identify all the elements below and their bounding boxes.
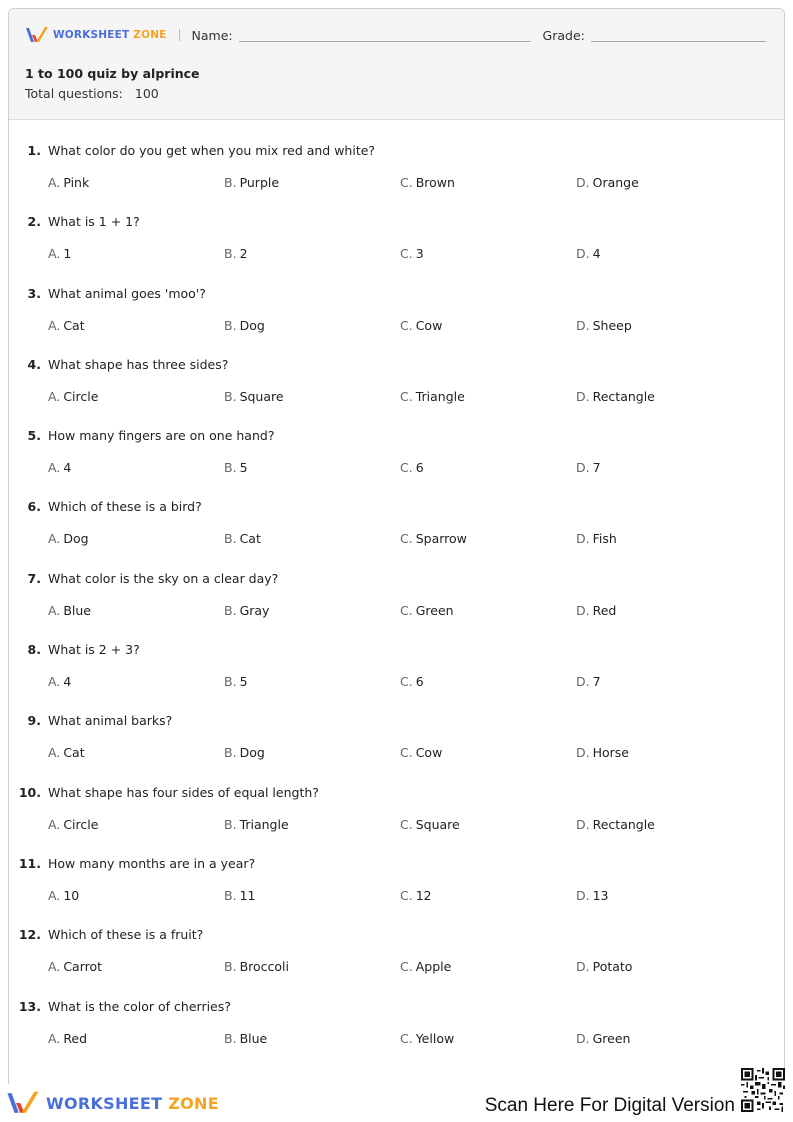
answer-option-c[interactable] [400,175,455,190]
answer-option-d[interactable] [576,531,617,546]
option-letter: B. [224,887,237,903]
option-letter: A. [48,1030,61,1046]
question-text: Which of these is a fruit? [48,927,204,943]
option-letter: C. [400,602,413,618]
option-text: Cat [63,745,85,761]
question-item [9,638,784,709]
question-number: 10. [18,784,41,800]
option-text: Green [592,1030,631,1046]
footer-brand-word-zone: ZONE [168,1093,219,1113]
option-text: Fish [592,531,617,547]
footer-brand-word-worksheet: WORKSHEET [46,1093,163,1113]
answer-option-c[interactable] [400,1031,454,1046]
question-item [9,282,784,353]
brand-word-zone: ZONE [133,29,167,41]
answer-option-a[interactable] [48,959,102,974]
answer-option-a[interactable] [48,888,79,903]
answer-option-a[interactable] [48,460,71,475]
question-number: 12. [18,927,41,943]
answer-option-c[interactable] [400,460,424,475]
question-item [9,495,784,566]
option-text: Broccoli [239,959,289,975]
option-text: Blue [63,602,91,618]
answer-option-d[interactable] [576,959,632,974]
option-letter: D. [576,959,590,975]
option-text: Triangle [415,388,465,404]
answer-option-b[interactable] [224,175,279,190]
question-number: 1. [27,143,41,158]
question-text: How many months are in a year? [48,855,256,871]
answer-option-b[interactable] [224,674,248,689]
option-text: Purple [239,175,280,190]
option-text: Dog [239,745,265,761]
option-text: Rectangle [592,388,655,404]
answer-option-b[interactable] [224,888,255,903]
question-text: What color do you get when you mix red and white? [48,143,376,158]
answer-option-c[interactable] [400,318,442,333]
answer-option-a[interactable] [48,175,89,190]
option-text: 4 [63,460,72,476]
option-letter: A. [48,531,61,547]
option-letter: B. [224,175,237,190]
worksheet-zone-logo-icon [25,26,49,44]
option-letter: B. [224,317,237,333]
answer-option-d[interactable] [576,745,629,760]
option-letter: D. [576,745,590,761]
quiz-title: 1 to 100 quiz by alprince [25,66,200,81]
question-text: What shape has four sides of equal length? [48,784,319,800]
question-number: 3. [27,285,41,301]
option-letter: B. [224,816,237,832]
question-item [9,852,784,923]
question-item [9,923,784,994]
option-letter: A. [48,460,61,476]
option-letter: B. [224,460,237,476]
question-text: What is the color of cherries? [48,998,231,1014]
option-letter: A. [48,745,61,761]
option-text: Orange [592,175,639,190]
option-text: 2 [239,246,248,262]
question-text: What animal goes 'moo'? [48,285,206,301]
answer-option-d[interactable] [576,246,601,261]
answer-option-d[interactable] [576,318,632,333]
answer-option-d[interactable] [576,603,616,618]
option-text: Cow [415,745,443,761]
option-letter: D. [576,602,590,618]
footer-brand [6,1090,219,1116]
answer-option-b[interactable] [224,745,265,760]
option-text: Dog [63,531,89,547]
option-letter: D. [576,887,590,903]
option-text: 6 [415,460,424,476]
option-text: 5 [239,674,248,690]
option-letter: B. [224,1030,237,1046]
name-label: Name: [191,27,233,43]
option-text: Cow [415,317,443,333]
answer-option-a[interactable] [48,603,91,618]
worksheet [8,8,785,1084]
answer-option-b[interactable] [224,460,248,475]
scan-instruction: Scan Here For Digital Version [484,1095,735,1116]
option-letter: B. [224,388,237,404]
header-row [25,25,766,45]
option-text: Carrot [63,959,103,975]
question-list [9,139,784,1066]
question-item [9,995,784,1066]
question-item [9,781,784,852]
footer [0,1084,793,1122]
question-item [9,424,784,495]
option-letter: D. [576,1030,590,1046]
answer-option-c[interactable] [400,888,432,903]
question-text: What animal barks? [48,713,173,729]
option-text: Apple [415,959,452,975]
option-text: 4 [592,246,601,262]
grade-field[interactable] [591,41,766,42]
answer-option-d[interactable] [576,460,601,475]
brand-wordmark [53,29,167,41]
option-letter: C. [400,460,413,476]
option-letter: D. [576,317,590,333]
option-text: Triangle [239,816,289,832]
total-questions-value: 100 [134,86,159,101]
option-text: Green [415,602,454,618]
option-letter: C. [400,674,413,690]
qr-code-icon[interactable] [741,1068,785,1112]
total-questions [25,86,159,101]
option-text: Sparrow [415,531,467,547]
option-letter: D. [576,175,590,190]
option-text: Dog [239,317,265,333]
answer-option-c[interactable] [400,246,424,261]
option-text: 6 [415,674,424,690]
answer-option-c[interactable] [400,531,467,546]
question-item [9,353,784,424]
question-item [9,567,784,638]
option-letter: B. [224,602,237,618]
question-number: 13. [18,998,41,1014]
option-letter: C. [400,175,413,190]
worksheet-zone-logo-icon [6,1090,40,1116]
option-text: 1 [63,246,72,262]
answer-option-a[interactable] [48,246,71,261]
option-letter: A. [48,246,61,262]
option-letter: B. [224,246,237,262]
header-brand [25,26,167,44]
option-text: 5 [239,460,248,476]
option-letter: D. [576,674,590,690]
option-text: 13 [592,887,609,903]
option-text: Blue [239,1030,268,1046]
question-number: 4. [27,356,41,372]
option-text: Circle [63,388,99,404]
answer-option-d[interactable] [576,888,609,903]
option-letter: B. [224,959,237,975]
option-letter: A. [48,816,61,832]
brand-word-worksheet: WORKSHEET [53,29,130,41]
question-text: What shape has three sides? [48,356,229,372]
answer-option-d[interactable] [576,1031,630,1046]
question-text: What is 1 + 1? [48,214,140,230]
question-text: Which of these is a bird? [48,499,202,515]
option-text: Brown [415,175,455,190]
footer-brand-wordmark [46,1094,219,1113]
question-text: What is 2 + 3? [48,642,140,658]
name-field[interactable] [239,41,531,42]
option-text: Cat [239,531,261,547]
option-letter: A. [48,388,61,404]
option-letter: C. [400,388,413,404]
option-text: 4 [63,674,72,690]
option-text: Yellow [415,1030,455,1046]
answer-option-c[interactable] [400,817,460,832]
option-letter: B. [224,745,237,761]
option-text: Square [239,388,284,404]
option-text: Horse [592,745,629,761]
option-letter: D. [576,388,590,404]
option-letter: A. [48,887,61,903]
answer-option-d[interactable] [576,389,655,404]
option-letter: C. [400,531,413,547]
option-letter: A. [48,602,61,618]
option-text: Rectangle [592,816,655,832]
question-item [9,210,784,281]
answer-option-c[interactable] [400,603,454,618]
option-text: 10 [63,887,80,903]
question-text: How many fingers are on one hand? [48,428,275,444]
option-text: Gray [239,602,270,618]
option-text: 3 [415,246,424,262]
question-number: 2. [27,214,41,230]
answer-option-b[interactable] [224,817,289,832]
question-item [9,139,784,210]
option-text: Square [415,816,460,832]
answer-option-a[interactable] [48,318,85,333]
answer-option-b[interactable] [224,246,248,261]
option-letter: D. [576,816,590,832]
option-letter: A. [48,959,61,975]
question-number: 9. [27,713,41,729]
option-letter: C. [400,246,413,262]
option-letter: D. [576,531,590,547]
answer-option-b[interactable] [224,1031,267,1046]
question-number: 5. [27,428,41,444]
question-item [9,709,784,780]
answer-option-b[interactable] [224,318,265,333]
question-number: 8. [27,642,41,658]
answer-option-b[interactable] [224,959,289,974]
answer-option-a[interactable] [48,674,71,689]
option-text: 7 [592,674,601,690]
question-number: 6. [27,499,41,515]
answer-option-c[interactable] [400,674,424,689]
option-letter: A. [48,175,61,190]
option-letter: C. [400,887,413,903]
header-divider [179,29,180,41]
answer-option-a[interactable] [48,745,85,760]
answer-option-c[interactable] [400,389,465,404]
option-text: 12 [415,887,432,903]
option-text: Red [592,602,617,618]
answer-option-a[interactable] [48,389,98,404]
option-text: 11 [239,887,256,903]
option-letter: C. [400,1030,413,1046]
answer-option-a[interactable] [48,1031,87,1046]
answer-option-b[interactable] [224,603,269,618]
question-text: What color is the sky on a clear day? [48,570,279,586]
answer-option-d[interactable] [576,674,601,689]
option-text: Pink [63,175,90,190]
question-number: 7. [27,570,41,586]
total-questions-label: Total questions: [25,86,123,101]
option-letter: C. [400,745,413,761]
question-number: 11. [18,855,41,871]
option-text: Cat [63,317,85,333]
answer-option-d[interactable] [576,175,639,190]
option-letter: A. [48,317,61,333]
worksheet-header [9,9,784,120]
answer-option-b[interactable] [224,389,284,404]
answer-option-d[interactable] [576,817,655,832]
option-letter: D. [576,246,590,262]
option-letter: C. [400,959,413,975]
option-letter: C. [400,816,413,832]
option-text: 7 [592,460,601,476]
option-text: Potato [592,959,633,975]
option-text: Circle [63,816,99,832]
answer-option-b[interactable] [224,531,261,546]
answer-option-c[interactable] [400,959,451,974]
option-letter: B. [224,531,237,547]
option-text: Sheep [592,317,632,333]
option-text: Red [63,1030,88,1046]
grade-label: Grade: [542,27,585,43]
option-letter: D. [576,460,590,476]
answer-option-a[interactable] [48,817,98,832]
option-letter: C. [400,317,413,333]
answer-option-c[interactable] [400,745,442,760]
answer-option-a[interactable] [48,531,89,546]
option-letter: B. [224,674,237,690]
option-letter: A. [48,674,61,690]
